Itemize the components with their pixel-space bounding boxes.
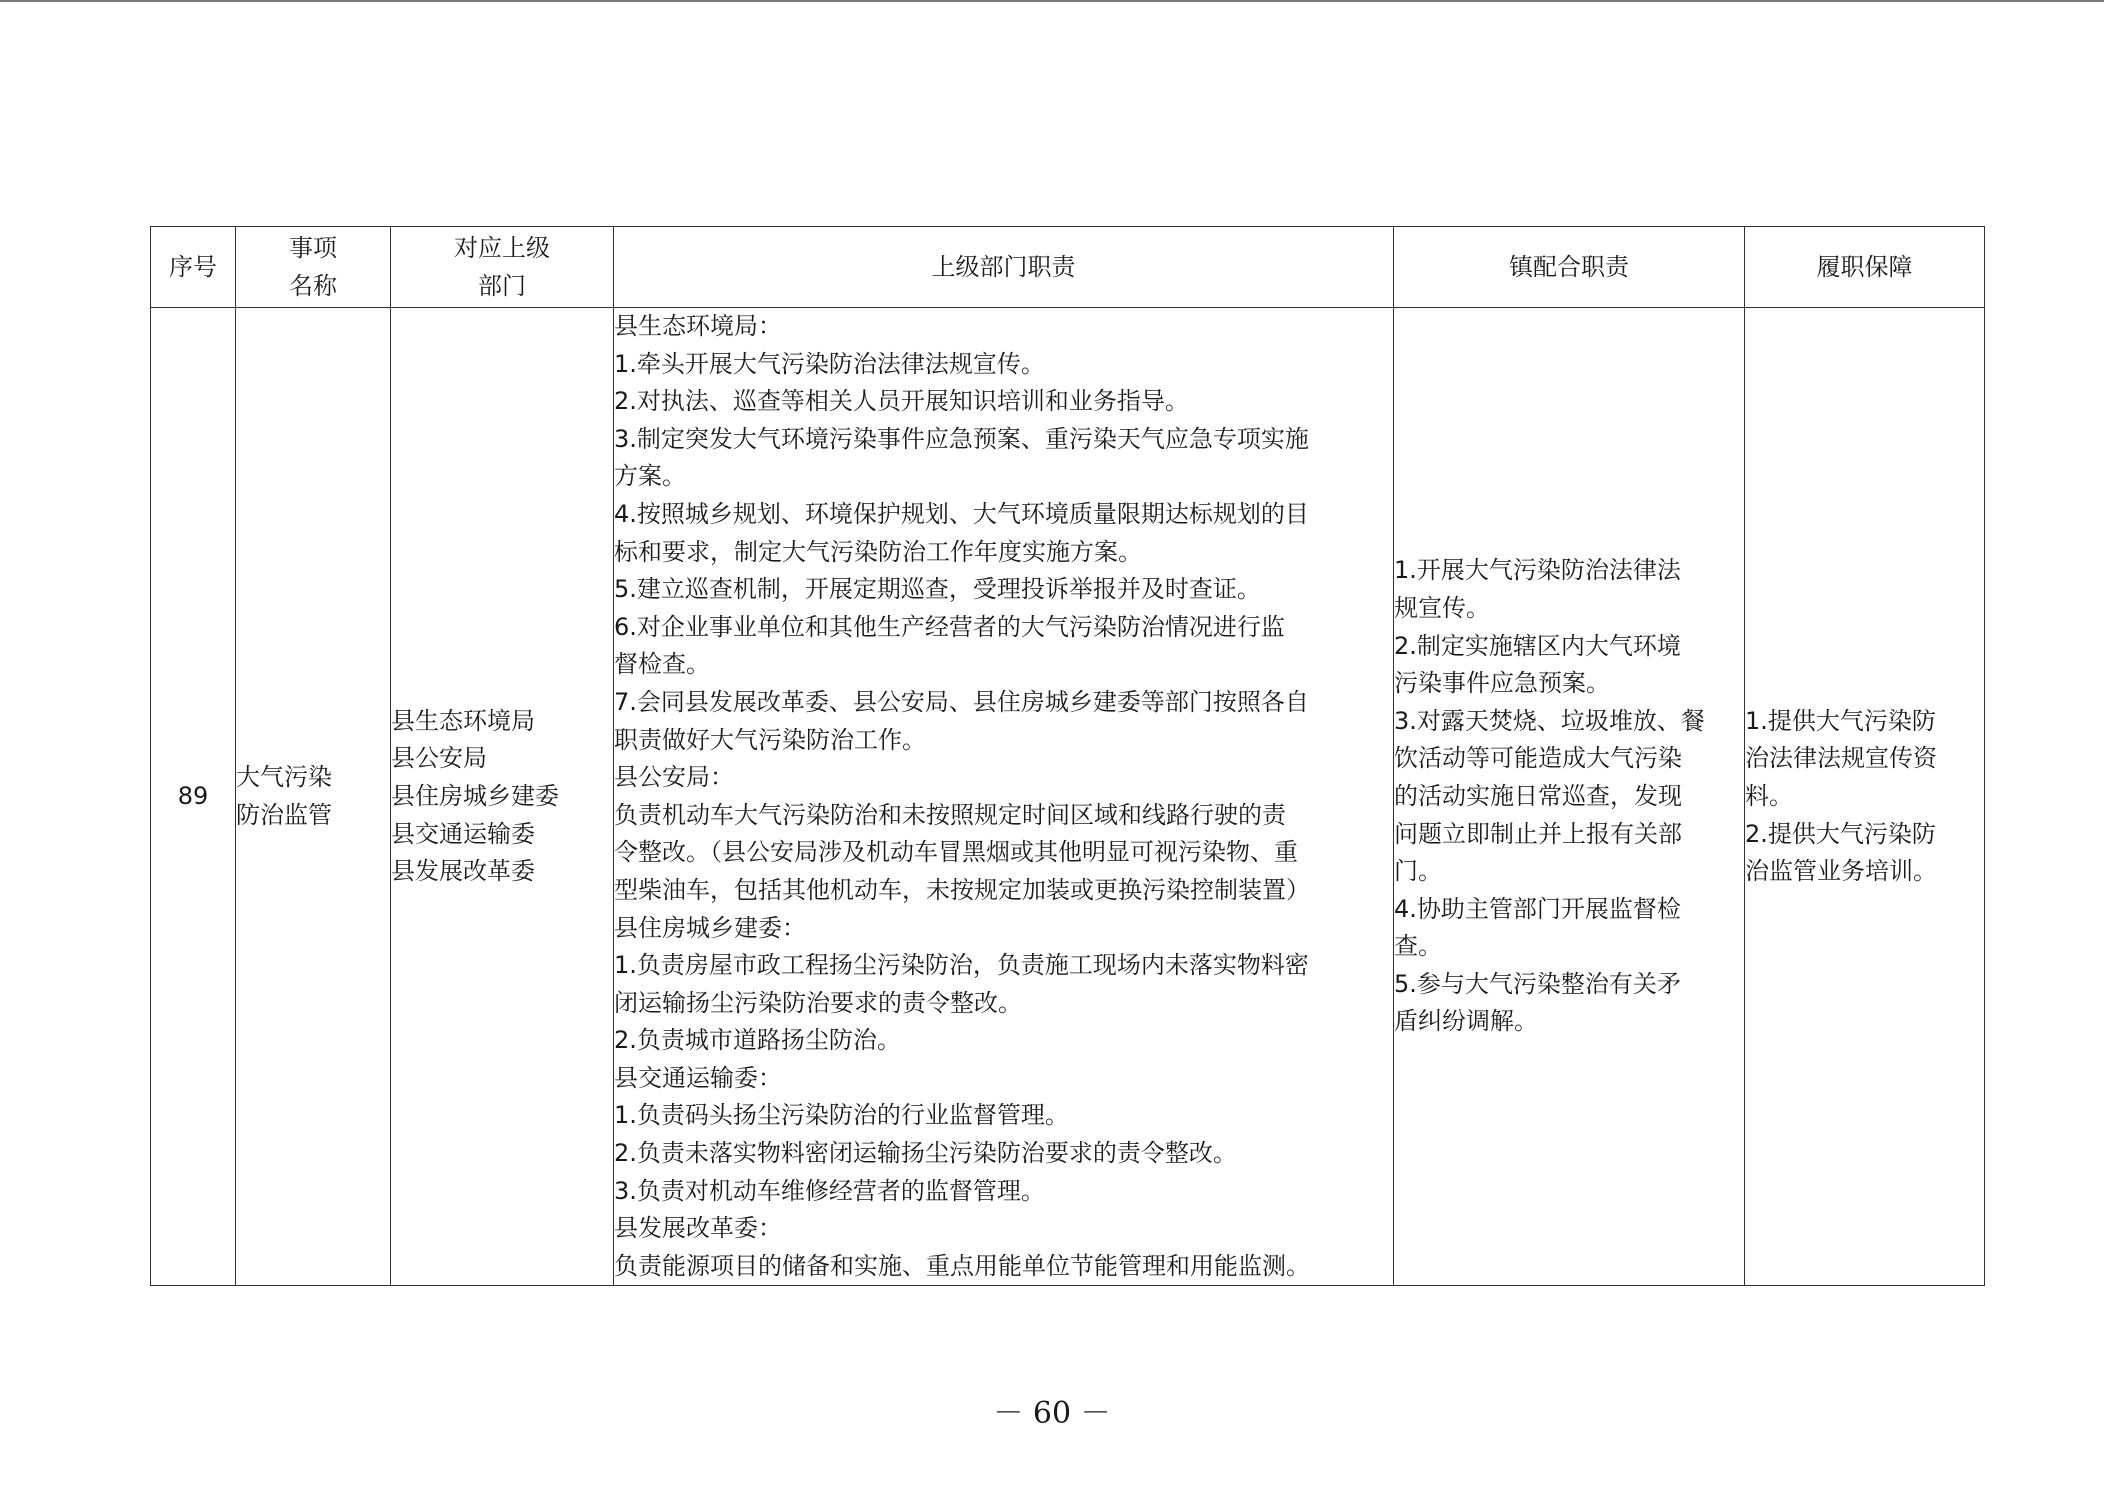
upper-duty-line: 标和要求，制定大气污染防治工作年度实施方案。 — [614, 537, 1142, 566]
upper-duty-line: 3.制定突发大气环境污染事件应急预案、重污染天气应急专项实施 — [614, 424, 1309, 453]
upper-duty-line: 6.对企业事业单位和其他生产经营者的大气污染防治情况进行监 — [614, 612, 1285, 641]
header-row — [151, 227, 1985, 308]
row-upper-duty — [614, 308, 1394, 1286]
upper-duty-line: 县交通运输委： — [614, 1063, 782, 1092]
upper-duty-line: 1.负责码头扬尘污染防治的行业监督管理。 — [614, 1101, 1069, 1130]
town-duty-line: 的活动实施日常巡查，发现 — [1394, 781, 1682, 810]
town-duty-line: 饮活动等可能造成大气污染 — [1394, 744, 1682, 773]
header-line: 名称 — [289, 272, 337, 300]
upper-duty-line: 县住房城乡建委： — [614, 913, 806, 942]
town-duty-line: 4.协助主管部门开展监督检 — [1394, 894, 1681, 923]
town-duty-line: 3.对露天焚烧、垃圾堆放、餐 — [1394, 706, 1705, 735]
upper-duty-line: 负责能源项目的储备和实施、重点用能单位节能管理和用能监测。 — [614, 1251, 1310, 1280]
town-duty-line: 2.制定实施辖区内大气环境 — [1394, 631, 1681, 660]
page-top-rule — [0, 0, 2104, 2]
department-line: 县生态环境局 — [391, 706, 535, 735]
header-upper-duty — [614, 227, 1394, 308]
upper-duty-line: 负责机动车大气污染防治和未按照规定时间区域和线路行驶的责 — [614, 800, 1286, 829]
upper-duty-line: 7.会同县发展改革委、县公安局、县住房城乡建委等部门按照各自 — [614, 687, 1309, 716]
department-line: 县住房城乡建委 — [391, 781, 559, 810]
town-duty-line: 门。 — [1394, 857, 1442, 886]
guarantee-line: 2.提供大气污染防 — [1745, 819, 1936, 848]
item-name-line: 大气污染 — [236, 763, 332, 792]
row-item-name — [236, 308, 391, 1286]
header-guarantee — [1745, 227, 1985, 308]
town-duty-line: 1.开展大气污染防治法律法 — [1394, 556, 1681, 585]
header-line: 镇配合职责 — [1509, 253, 1629, 281]
town-duty-line: 5.参与大气污染整治有关矛 — [1394, 969, 1681, 998]
upper-duty-line: 2.对执法、巡查等相关人员开展知识培训和业务指导。 — [614, 387, 1189, 416]
row-index-value: 89 — [177, 781, 209, 810]
department-line: 县发展改革委 — [391, 857, 535, 886]
header-upper-department — [391, 227, 614, 308]
header-line: 序号 — [169, 253, 217, 281]
page-number: － 60 － — [993, 1396, 1111, 1431]
header-index — [151, 227, 236, 308]
guarantee-line: 1.提供大气污染防 — [1745, 706, 1936, 735]
row-town-duty — [1394, 308, 1745, 1286]
item-name-line: 防治监管 — [236, 800, 332, 829]
upper-duty-line: 3.负责对机动车维修经营者的监督管理。 — [614, 1176, 1045, 1205]
upper-duty-line: 职责做好大气污染防治工作。 — [614, 725, 926, 754]
upper-duty-line: 2.负责未落实物料密闭运输扬尘污染防治要求的责令整改。 — [614, 1139, 1237, 1168]
department-line: 县公安局 — [391, 744, 487, 773]
header-line: 上级部门职责 — [931, 253, 1076, 281]
upper-duty-line: 县公安局： — [614, 763, 734, 792]
row-departments — [391, 308, 614, 1286]
table-row — [151, 308, 1985, 1286]
upper-duty-line: 型柴油车，包括其他机动车，未按规定加装或更换污染控制装置） — [614, 875, 1310, 904]
upper-duty-line: 1.负责房屋市政工程扬尘污染防治，负责施工现场内未落实物料密 — [614, 951, 1309, 980]
guarantee-line: 治监管业务培训。 — [1745, 857, 1937, 886]
guarantee-line: 料。 — [1745, 781, 1793, 810]
upper-duty-line: 县发展改革委： — [614, 1214, 782, 1243]
upper-duty-line: 督检查。 — [614, 650, 710, 679]
header-town-duty — [1394, 227, 1745, 308]
header-line: 履职保障 — [1816, 253, 1913, 281]
header-line: 事项 — [289, 234, 337, 262]
header-item-name — [236, 227, 391, 308]
guarantee-line: 治法律法规宣传资 — [1745, 744, 1937, 773]
town-duty-line: 污染事件应急预案。 — [1394, 669, 1610, 698]
header-line: 部门 — [478, 272, 526, 300]
department-line: 县交通运输委 — [391, 819, 535, 848]
upper-duty-line: 方案。 — [614, 462, 686, 491]
duty-table — [150, 226, 1985, 1286]
upper-duty-line: 1.牵头开展大气污染防治法律法规宣传。 — [614, 349, 1045, 378]
upper-duty-line: 县生态环境局： — [614, 312, 782, 340]
header-line: 对应上级 — [454, 234, 550, 262]
row-guarantee — [1745, 308, 1985, 1286]
upper-duty-line: 令整改。（县公安局涉及机动车冒黑烟或其他明显可视污染物、重 — [614, 838, 1298, 867]
upper-duty-line: 5.建立巡查机制，开展定期巡查，受理投诉举报并及时查证。 — [614, 575, 1261, 604]
town-duty-line: 问题立即制止并上报有关部 — [1394, 819, 1682, 848]
table-body — [151, 308, 1985, 1286]
table-header — [151, 227, 1985, 308]
upper-duty-line: 闭运输扬尘污染防治要求的责令整改。 — [614, 988, 1022, 1017]
town-duty-line: 盾纠纷调解。 — [1394, 1007, 1538, 1036]
row-index — [151, 308, 236, 1286]
town-duty-line: 查。 — [1394, 932, 1442, 961]
upper-duty-line: 4.按照城乡规划、环境保护规划、大气环境质量限期达标规划的目 — [614, 499, 1309, 528]
town-duty-line: 规宣传。 — [1394, 593, 1490, 622]
upper-duty-line: 2.负责城市道路扬尘防治。 — [614, 1026, 901, 1055]
